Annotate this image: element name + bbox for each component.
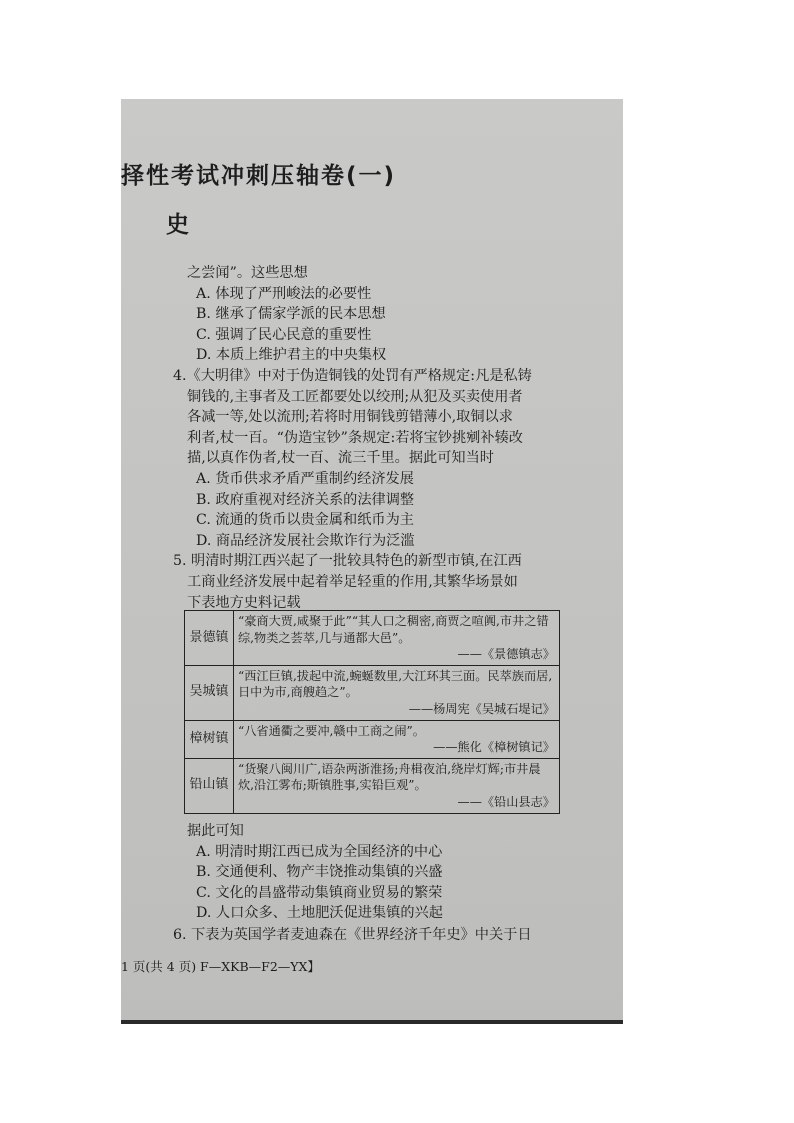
q4-option-a: A. 货币供求矛盾严重制约经济发展: [196, 470, 414, 487]
q5-stem-line: 5. 明清时期江西兴起了一批较具特色的新型市镇,在江西: [173, 553, 522, 570]
table-text-cell: [234, 665, 560, 720]
source-citation: ——《景德镇志》: [457, 647, 555, 662]
source-quote: “八省通衢之要冲,赣中工商之闹”。: [238, 723, 425, 738]
exam-paper: [121, 99, 623, 1024]
table-place-cell: 樟树镇: [185, 720, 234, 758]
table-text-cell: [234, 720, 560, 758]
q4-stem-line: 描,以真作伪者,杖一百、流三千里。据此可知当时: [187, 450, 494, 467]
table-row: [185, 665, 560, 720]
q4-option-d: D. 商品经济发展社会欺诈行为泛滥: [196, 532, 415, 549]
source-citation: ——杨周宪《吴城石堤记》: [408, 701, 555, 716]
q5-source-table: [184, 610, 560, 814]
q5-conclusion: 据此可知: [187, 823, 244, 839]
q5-stem-line: 工商业经济发展中起着举足轻重的作用,其繁华场景如: [187, 573, 518, 590]
questions-block: [173, 263, 618, 613]
table-place-cell: 铅山镇: [185, 758, 234, 813]
table-place-cell: 景德镇: [185, 611, 234, 666]
source-quote: “西江巨镇,拔起中流,蜿蜒数里,大江环其三面。民萃族而居,日中为市,商艘趋之”。: [238, 668, 553, 700]
subject-title: 史: [166, 212, 189, 238]
q5-option-c: C. 文化的昌盛带动集镇商业贸易的繁荣: [196, 884, 443, 901]
q4-stem-line: 铜钱的,主事者及工匠都要处以绞刑;从犯及买卖使用者: [187, 388, 523, 405]
page-footer: 1 页(共 4 页) F—XKB—F2—YX】: [121, 959, 320, 974]
q4-option-b: B. 政府重视对经济关系的法律调整: [196, 491, 415, 508]
q5-stem-line: 下表地方史料记载: [187, 594, 301, 611]
table-text-cell: [234, 611, 560, 666]
table-row: [185, 758, 560, 813]
q3-option-c: C. 强调了民心民意的重要性: [196, 326, 372, 343]
q3-option-d: D. 本质上维护君主的中央集权: [196, 347, 387, 364]
table-row: [185, 611, 560, 666]
table-text-cell: [234, 758, 560, 813]
q6-stem-start: 6. 下表为英国学者麦迪森在《世界经济千年史》中关于日: [173, 926, 532, 943]
source-quote: “货聚八闽川广,语杂两浙淮扬;舟楫夜泊,绕岸灯辉;市井晨炊,沿江雾布;斯镇胜事,实铅巨观”。: [238, 761, 541, 793]
q4-stem-line: 各减一等,处以流刑;若将时用铜钱剪错薄小,取铜以求: [187, 409, 513, 426]
table-row: [185, 720, 560, 758]
source-citation: ——熊化《樟树镇记》: [433, 740, 555, 755]
source-citation: ——《铅山县志》: [457, 794, 555, 809]
q4-option-c: C. 流通的货币以贵金属和纸币为主: [196, 512, 414, 529]
table-place-cell: 吴城镇: [185, 665, 234, 720]
q5-option-a: A. 明清时期江西已成为全国经济的中心: [196, 843, 443, 860]
exam-title: 择性考试冲刺压轴卷(一): [121, 163, 397, 189]
source-quote: “豪商大贾,咸聚于此”“其人口之稠密,商贾之喧阗,市井之错综,物类之荟萃,几与通都大邑”。: [238, 614, 549, 645]
q4-stem-line: 4.《大明律》中对于伪造铜钱的处罚有严格规定:凡是私铸: [173, 367, 532, 384]
q5-option-b: B. 交通便利、物产丰饶推动集镇的兴盛: [196, 864, 443, 881]
q5-after-block: [173, 821, 618, 946]
q3-option-a: A. 体现了严刑峻法的必要性: [196, 285, 372, 302]
q5-option-d: D. 人口众多、土地肥沃促进集镇的兴起: [196, 905, 443, 922]
q3-stem-end: 之尝闻”。这些思想: [187, 265, 308, 281]
q3-option-b: B. 继承了儒家学派的民本思想: [196, 306, 386, 323]
q4-stem-line: 利者,杖一百。“伪造宝钞”条规定:若将宝钞挑剜补辏改: [187, 429, 523, 446]
